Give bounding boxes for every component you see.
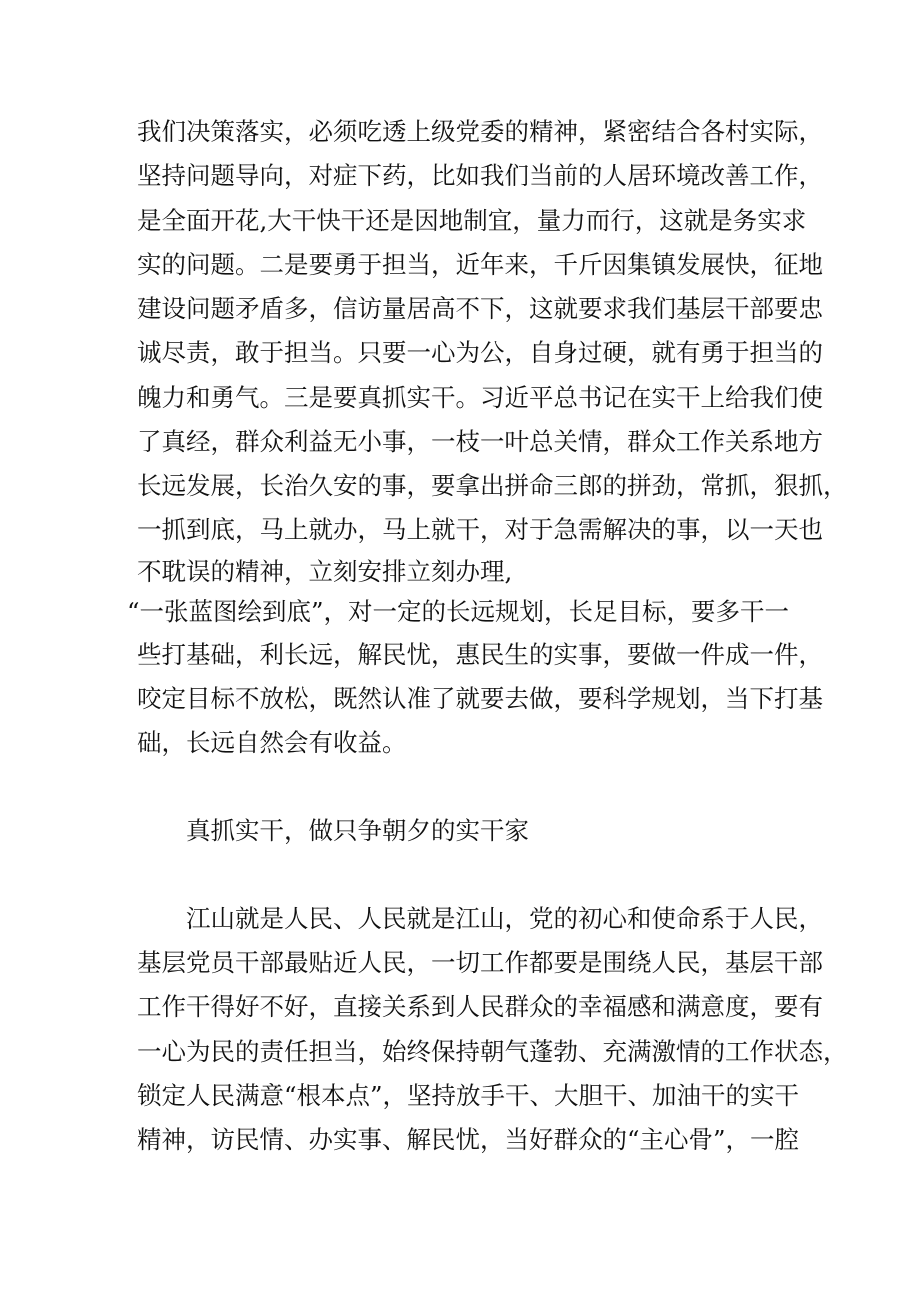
paragraph-line: 一抓到底，马上就办，马上就干，对于急需解决的事，以一天也 [137,515,823,544]
paragraph-line: 江山就是人民、人民就是江山，党的初心和使命系于人民， [186,904,823,933]
paragraph-line: “一张蓝图绘到底”，对一定的长远规划，长足目标，要多干一 [127,597,790,626]
paragraph-line: 我们决策落实，必须吃透上级党委的精神，紧密结合各村实际， [137,117,823,146]
paragraph-line: 础，长远自然会有收益。 [137,728,407,757]
paragraph-line: 长远发展，长治久安的事，要拿出拼命三郎的拼劲，常抓，狠抓， [137,471,848,500]
paragraph-line: 诚尽责，敢于担当。只要一心为公，自身过硬，就有勇于担当的 [137,338,823,367]
paragraph-line: 实的问题。二是要勇于担当，近年来，千斤因集镇发展快，征地 [137,250,823,279]
paragraph-line: 工作干得好不好，直接关系到人民群众的幸福感和满意度，要有 [137,992,823,1021]
paragraph-line: 魄力和勇气。三是要真抓实干。习近平总书记在实干上给我们使 [137,383,823,412]
paragraph-line: 精神，访民情、办实事、解民忧，当好群众的“主心骨”，一腔 [137,1125,800,1154]
section-heading: 真抓实干，做只争朝夕的实干家 [186,816,529,845]
paragraph-line: 一心为民的责任担当，始终保持朝气蓬勃、充满激情的工作状态， [137,1037,848,1066]
paragraph-line: 坚持问题导向，对症下药，比如我们当前的人居环境改善工作， [137,161,823,190]
paragraph-line: 咬定目标不放松，既然认准了就要去做，要科学规划，当下打基 [137,684,823,713]
paragraph-line: 建设问题矛盾多，信访量居高不下，这就要求我们基层干部要忠 [137,294,823,323]
paragraph-line: 不耽误的精神，立刻安排立刻办理, [137,557,513,586]
paragraph-line: 些打基础，利长远，解民忧，惠民生的实事，要做一件成一件， [137,640,823,669]
paragraph-line: 是全面开花,大干快干还是因地制宜，量力而行，这就是务实求 [137,206,807,235]
paragraph-line: 锁定人民满意“根本点”，坚持放手干、大胆干、加油干的实干 [137,1081,800,1110]
paragraph-line: 了真经，群众利益无小事，一枝一叶总关情，群众工作关系地方 [137,427,823,456]
paragraph-line: 基层党员干部最贴近人民，一切工作都要是围绕人民，基层干部 [137,948,823,977]
